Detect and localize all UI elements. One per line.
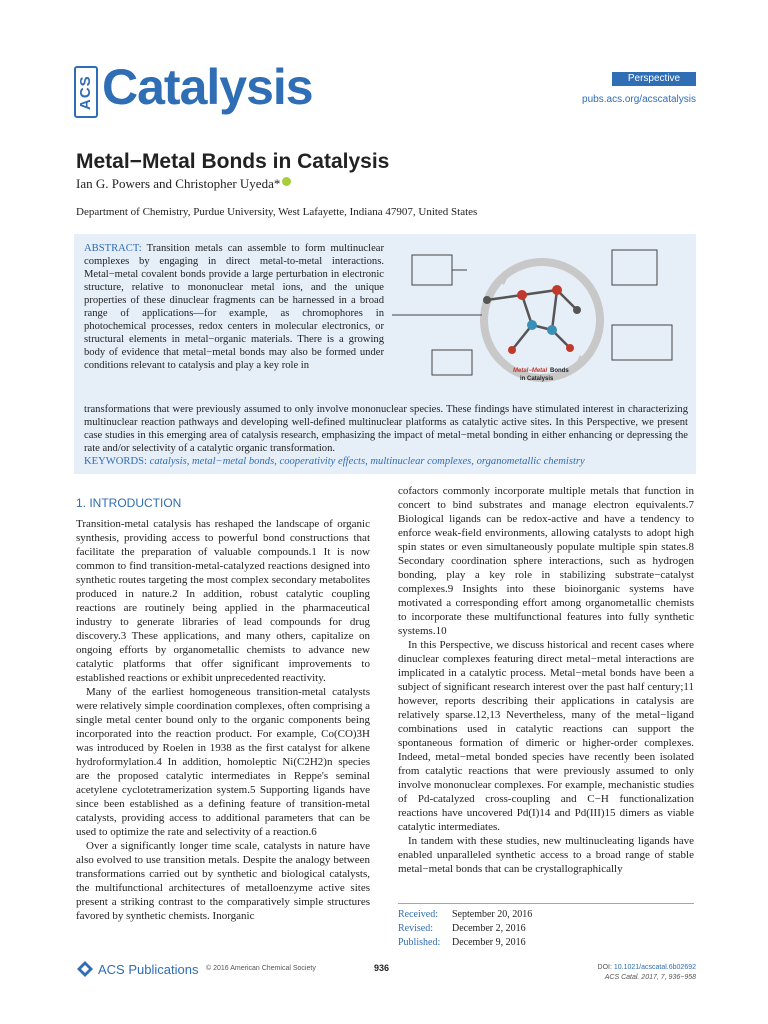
paragraph: In tandem with these studies, new multinucleating ligands have enabled unparalleled synthetic access to a broad range of stable metal−metal bonds that can be crystallographically [398,835,694,875]
central-cluster-structure [483,285,581,354]
abstract-text-wrapped [84,242,384,372]
paragraph: cofactors commonly incorporate multiple metals that function in concert to bind substrates and manage electron equivalents.7 Biological ligands can be redox-active and have a tendency to enforce weak-field environments, allowing catalysts to adopt high spin states or even simultaneously populate multiple spin states.8 Secondary coordination sphere interactions, such as hydrogen bonding, play a key role in stabilizing substrate−catalyst complexes.9 Insights into these bioinorganic systems have motivated a corresponding effort among organometallic chemists to incorporate these multifunctional features into fully synthetic systems.10 [398,485,694,637]
article-dates [398,908,532,950]
keywords-list: catalysis, metal−metal bonds, cooperativity effects, multinuclear complexes, organometallic chemistry [149,456,585,467]
publisher-name: ACS Publications [98,961,199,977]
published-date: December 9, 2016 [452,937,526,948]
toc-graphic [392,240,692,400]
revised-date: December 2, 2016 [452,923,526,934]
orcid-icon[interactable] [282,177,291,186]
revised-label: Revised: [398,923,433,934]
journal-name: Catalysis [102,59,313,115]
acs-logo-mark [74,66,98,118]
paragraph: Over a significantly longer time scale, catalysts in nature have also evolved to use transition metals. Despite the analogy between transformations carried out by synthetic and biological catalysts, the multifunctional architectures of metalloenzyme active sites present a striking contrast to the comparatively simple structures favored by synthetic chemists. Inorganic [76,840,370,922]
keywords-label: KEYWORDS: [84,456,147,467]
received-label: Received: [398,909,438,920]
acs-logo-text: ACS [77,75,94,111]
paragraph: Transition-metal catalysis has reshaped the landscape of organic synthesis, providing access to powerful bond constructions that facilitate the preparation of valuable compounds.1 It is now common to find transition-metal-catalyzed reactions designed into synthetic routes targeting the most complex secondary metabolites produced in nature.2 In addition, robust catalytic coupling reactions are routinely being applied in the pharmaceutical industry to generate libraries of lead compounds for drug discovery.3 These applications, and many others, capitalize on ongoing efforts by organometallic chemists to advance new catalytic platforms that offer significant improvements to established reactions or exhibit unprecedented reactivity. [76,518,370,684]
toc-caption-line2: in Catalysis [520,376,554,382]
publisher-logo[interactable] [76,960,198,978]
affiliation: Department of Chemistry, Purdue University, West Lafayette, Indiana 47907, United States [76,206,478,218]
abstract-body-wrapped: Transition metals can assemble to form multinuclear complexes by engaging in direct metal-to-metal interactions. Metal−metal covalent bonds provide a large perturbation in electronic structure, relative to mononuclear metal ions, and the unique properties of these dinuclear fragments can be harnessed in a broad range of applications—for example, as chromophores in photochemical processes, redox centers in molecular electronics, or structural elements in metal−organic materials. There is a growing body of evidence that metal−metal bonds may also be formed under conditions relevant to catalysis and play a key role in [84,243,384,371]
citation-block [540,963,696,983]
author-list [76,176,291,192]
paragraph: Many of the earliest homogeneous transition-metal catalysts were relatively simple coordination complexes, often comprising a single metal center bound only to the organic components being incorporated into the reaction product. For example, Co(CO)3H was introduced by Roelen in 1938 as the first catalyst for alkene hydroformylation.4 In addition, homoleptic Ni(C2H2)n species are the proposed catalytic intermediates in Reppe's seminal acetylene cyclotetramerization system.5 Supporting ligands have since been established as a defining feature of transition-metal catalysts, providing access to additional parameters that can be used to optimize the rate and selectivity of a reaction.6 [76,686,370,838]
journal-url-link[interactable]: pubs.acs.org/acscatalysis [582,94,696,105]
doi-label: DOI: [597,964,612,971]
doi-link[interactable]: 10.1021/acscatal.6b02692 [613,964,696,971]
received-date: September 20, 2016 [452,909,533,920]
satellite-structures [392,250,672,375]
copyright: © 2016 American Chemical Society [206,965,316,972]
acs-publications-icon [76,960,94,978]
toc-caption-rest: Bonds [550,368,569,374]
article-title: Metal−Metal Bonds in Catalysis [76,150,390,173]
published-label: Published: [398,937,441,948]
section-heading-introduction: 1. INTRODUCTION [76,496,182,510]
dates-divider [398,903,694,904]
journal-citation: ACS Catal. 2017, 7, 936−958 [604,974,696,981]
abstract-text-full: transformations that were previously assumed to only involve mononuclear species. These findings have stimulated interest in characterizing multinuclear reaction pathways and developing well-defined multinuclear platforms as catalytic active sites. In this Perspective, we present case studies in this emerging area of catalysis research, emphasizing the impact of metal−metal bonding in either enhancing or depressing the rate and/or selectivity of a catalytic organic transformation. [84,404,688,454]
page-number: 936 [374,963,390,973]
paragraph: In this Perspective, we discuss historical and recent cases where dinuclear complexes featuring direct metal−metal interactions are implicated in a catalytic process. Metal−metal bonds have been a subject of significant research interest over the past half century;11 however, reports describing their applications in catalysis are relatively sparse.12,13 Nevertheless, many of the metal−ligand combinations used in catalytic reactions can support the spontaneous formation of dimeric or higher-order complexes. Indeed, metal−metal bonded species have recently been isolated from catalytic reactions that were previously assumed to only involve mononuclear complexes. For example, mechanistic studies of Pd-catalyzed cross-coupling and C−H functionalization reactions have uncovered Pd(I)14 and Pd(III)15 dimers as viable catalytic intermediates. [398,639,694,833]
keywords-row [84,456,688,467]
author-names[interactable]: Ian G. Powers and Christopher Uyeda* [76,176,281,191]
body-column-right [398,484,694,876]
toc-caption-red: Metal−Metal [513,368,548,374]
journal-logo [74,59,313,118]
body-column-left [76,517,370,923]
article-type-badge: Perspective [612,72,696,86]
abstract-label: ABSTRACT: [84,243,142,254]
